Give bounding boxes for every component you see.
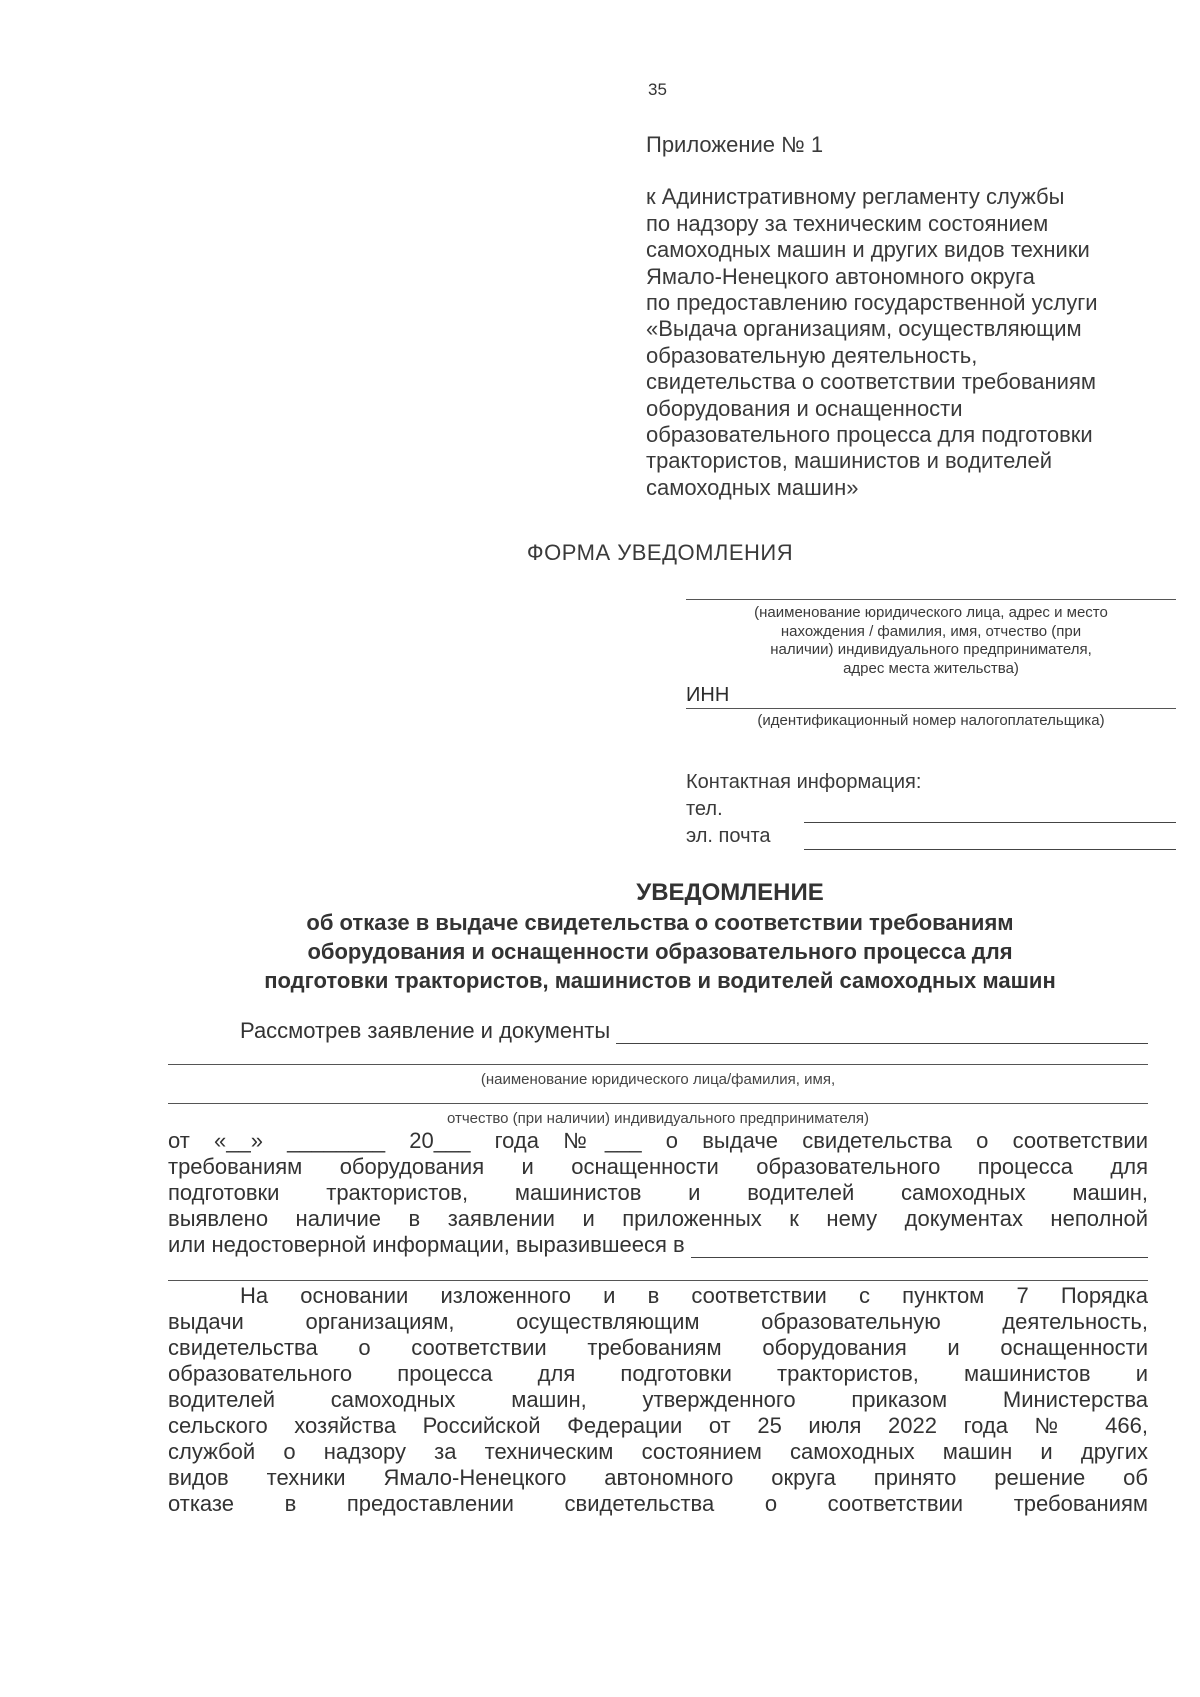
appendix-line: к Адинистративному регламенту службы: [646, 184, 1065, 210]
appendix-line: «Выдача организациям, осуществляющим: [646, 316, 1082, 342]
paragraph-line: отказе в предоставлении свидетельства о соответствии требованиям: [168, 1491, 1148, 1516]
form-title: ФОРМА УВЕДОМЛЕНИЯ: [526, 540, 794, 565]
paragraph-line: выдачи организациям, осуществляющим образовательную деятельность,: [168, 1309, 1148, 1334]
contacts-block: [686, 769, 1176, 850]
caption-line: адрес места жительства): [843, 659, 1019, 677]
recipient-block: [686, 585, 1176, 850]
inn-row: [686, 684, 1176, 709]
paragraph-line: от «__» ________ 20___ года №___ о выдаче свидетельства о соответствии: [168, 1128, 1148, 1153]
paragraph-line: водителей самоходных машин, утвержденного приказом Министерства: [168, 1387, 1148, 1412]
recipient-caption: [686, 604, 1176, 678]
paragraph-line: или недостоверной информации, выразившееся в: [168, 1232, 685, 1257]
applicant-line-2: [168, 1089, 1148, 1104]
appendix-line: самоходных машин»: [646, 474, 859, 500]
paragraph-line: образовательного процесса для подготовки трактористов, машинистов и: [168, 1361, 1148, 1386]
notice-subtitle-line: об отказе в выдаче свидетельства о соответствии требованиям: [306, 910, 1014, 935]
review-row: [168, 1018, 1148, 1044]
paragraph-line: На основании изложенного и в соответствии с пунктом 7 Порядка: [240, 1283, 1148, 1308]
paragraph-line: сельского хозяйства Российской Федерации от 25 июля 2022 года № 466,: [168, 1413, 1148, 1438]
notice-subtitle-line: подготовки трактористов, машинистов и водителей самоходных машин: [264, 968, 1056, 993]
email-row: [686, 823, 1176, 850]
appendix-line: оборудования и оснащенности: [646, 395, 963, 421]
notice-subtitle-line: оборудования и оснащенности образовательного процесса для: [307, 939, 1013, 964]
paragraph-1: [168, 1128, 1148, 1258]
paragraph-line: видов техники Ямало-Ненецкого автономного округа принято решение об: [168, 1465, 1148, 1490]
phone-row: [686, 796, 1176, 823]
caption-line: нахождения / фамилия, имя, отчество (при: [780, 622, 1082, 640]
review-text: Рассмотрев заявление и документы: [240, 1018, 611, 1043]
appendix-line: самоходных машин и других видов техники: [646, 237, 1090, 263]
applicant-caption-2: отчество (при наличии) индивидуального предпринимателя): [446, 1110, 870, 1127]
paragraph-line: выявлено наличие в заявлении и приложенных к нему документах неполной: [168, 1206, 1148, 1231]
notice-body: [168, 1018, 1148, 1517]
inn-label: ИНН: [686, 684, 730, 706]
appendix-block: [646, 132, 1166, 501]
phone-field-line: [804, 802, 1176, 823]
paragraph-line: подготовки трактористов, машинистов и водителей самоходных машин,: [168, 1180, 1148, 1205]
appendix-line: по надзору за техническим состоянием: [646, 210, 1049, 236]
caption-line: (наименование юридического лица, адрес и место: [754, 604, 1108, 621]
applicant-caption-1: (наименование юридического лица/фамилия, имя,: [480, 1071, 836, 1088]
appendix-line: свидетельства о соответствии требованиям: [646, 369, 1096, 395]
appendix-line: Ямало-Ненецкого автономного округа: [646, 263, 1035, 289]
phone-label: тел.: [686, 797, 723, 820]
notice-heading: [160, 878, 1160, 995]
paragraph-last-row: [168, 1232, 1148, 1258]
caption-line: наличии) индивидуального предпринимателя,: [770, 641, 1092, 658]
paragraph-2: [168, 1283, 1148, 1517]
inn-caption: (идентификационный номер налогоплательщика): [757, 712, 1105, 729]
email-field-line: [804, 829, 1176, 850]
page-number: 35: [648, 80, 667, 99]
appendix-lines: [646, 184, 1166, 501]
review-fill-line: [616, 1021, 1148, 1044]
contact-label: Контактная информация:: [686, 770, 922, 793]
appendix-line: по предоставлению государственной услуги: [646, 290, 1098, 316]
appendix-line: трактористов, машинистов и водителей: [646, 448, 1053, 474]
reason-line-2: [168, 1258, 1148, 1281]
paragraph-line: требованиям оборудования и оснащенности образовательного процесса для: [168, 1154, 1148, 1179]
recipient-name-line: [686, 585, 1176, 600]
appendix-title: Приложение № 1: [646, 132, 824, 157]
appendix-line: образовательного процесса для подготовки: [646, 422, 1093, 448]
email-label: эл. почта: [686, 824, 771, 847]
reason-fill-line: [691, 1235, 1148, 1258]
paragraph-line: свидетельства о соответствии требованиям оборудования и оснащенности: [168, 1335, 1148, 1360]
appendix-line: образовательную деятельность,: [646, 342, 978, 368]
applicant-line-1: [168, 1044, 1148, 1065]
paragraph-line: службой о надзору за техническим состоянием самоходных машин и других: [168, 1439, 1148, 1464]
notice-title: УВЕДОМЛЕНИЕ: [636, 879, 824, 906]
